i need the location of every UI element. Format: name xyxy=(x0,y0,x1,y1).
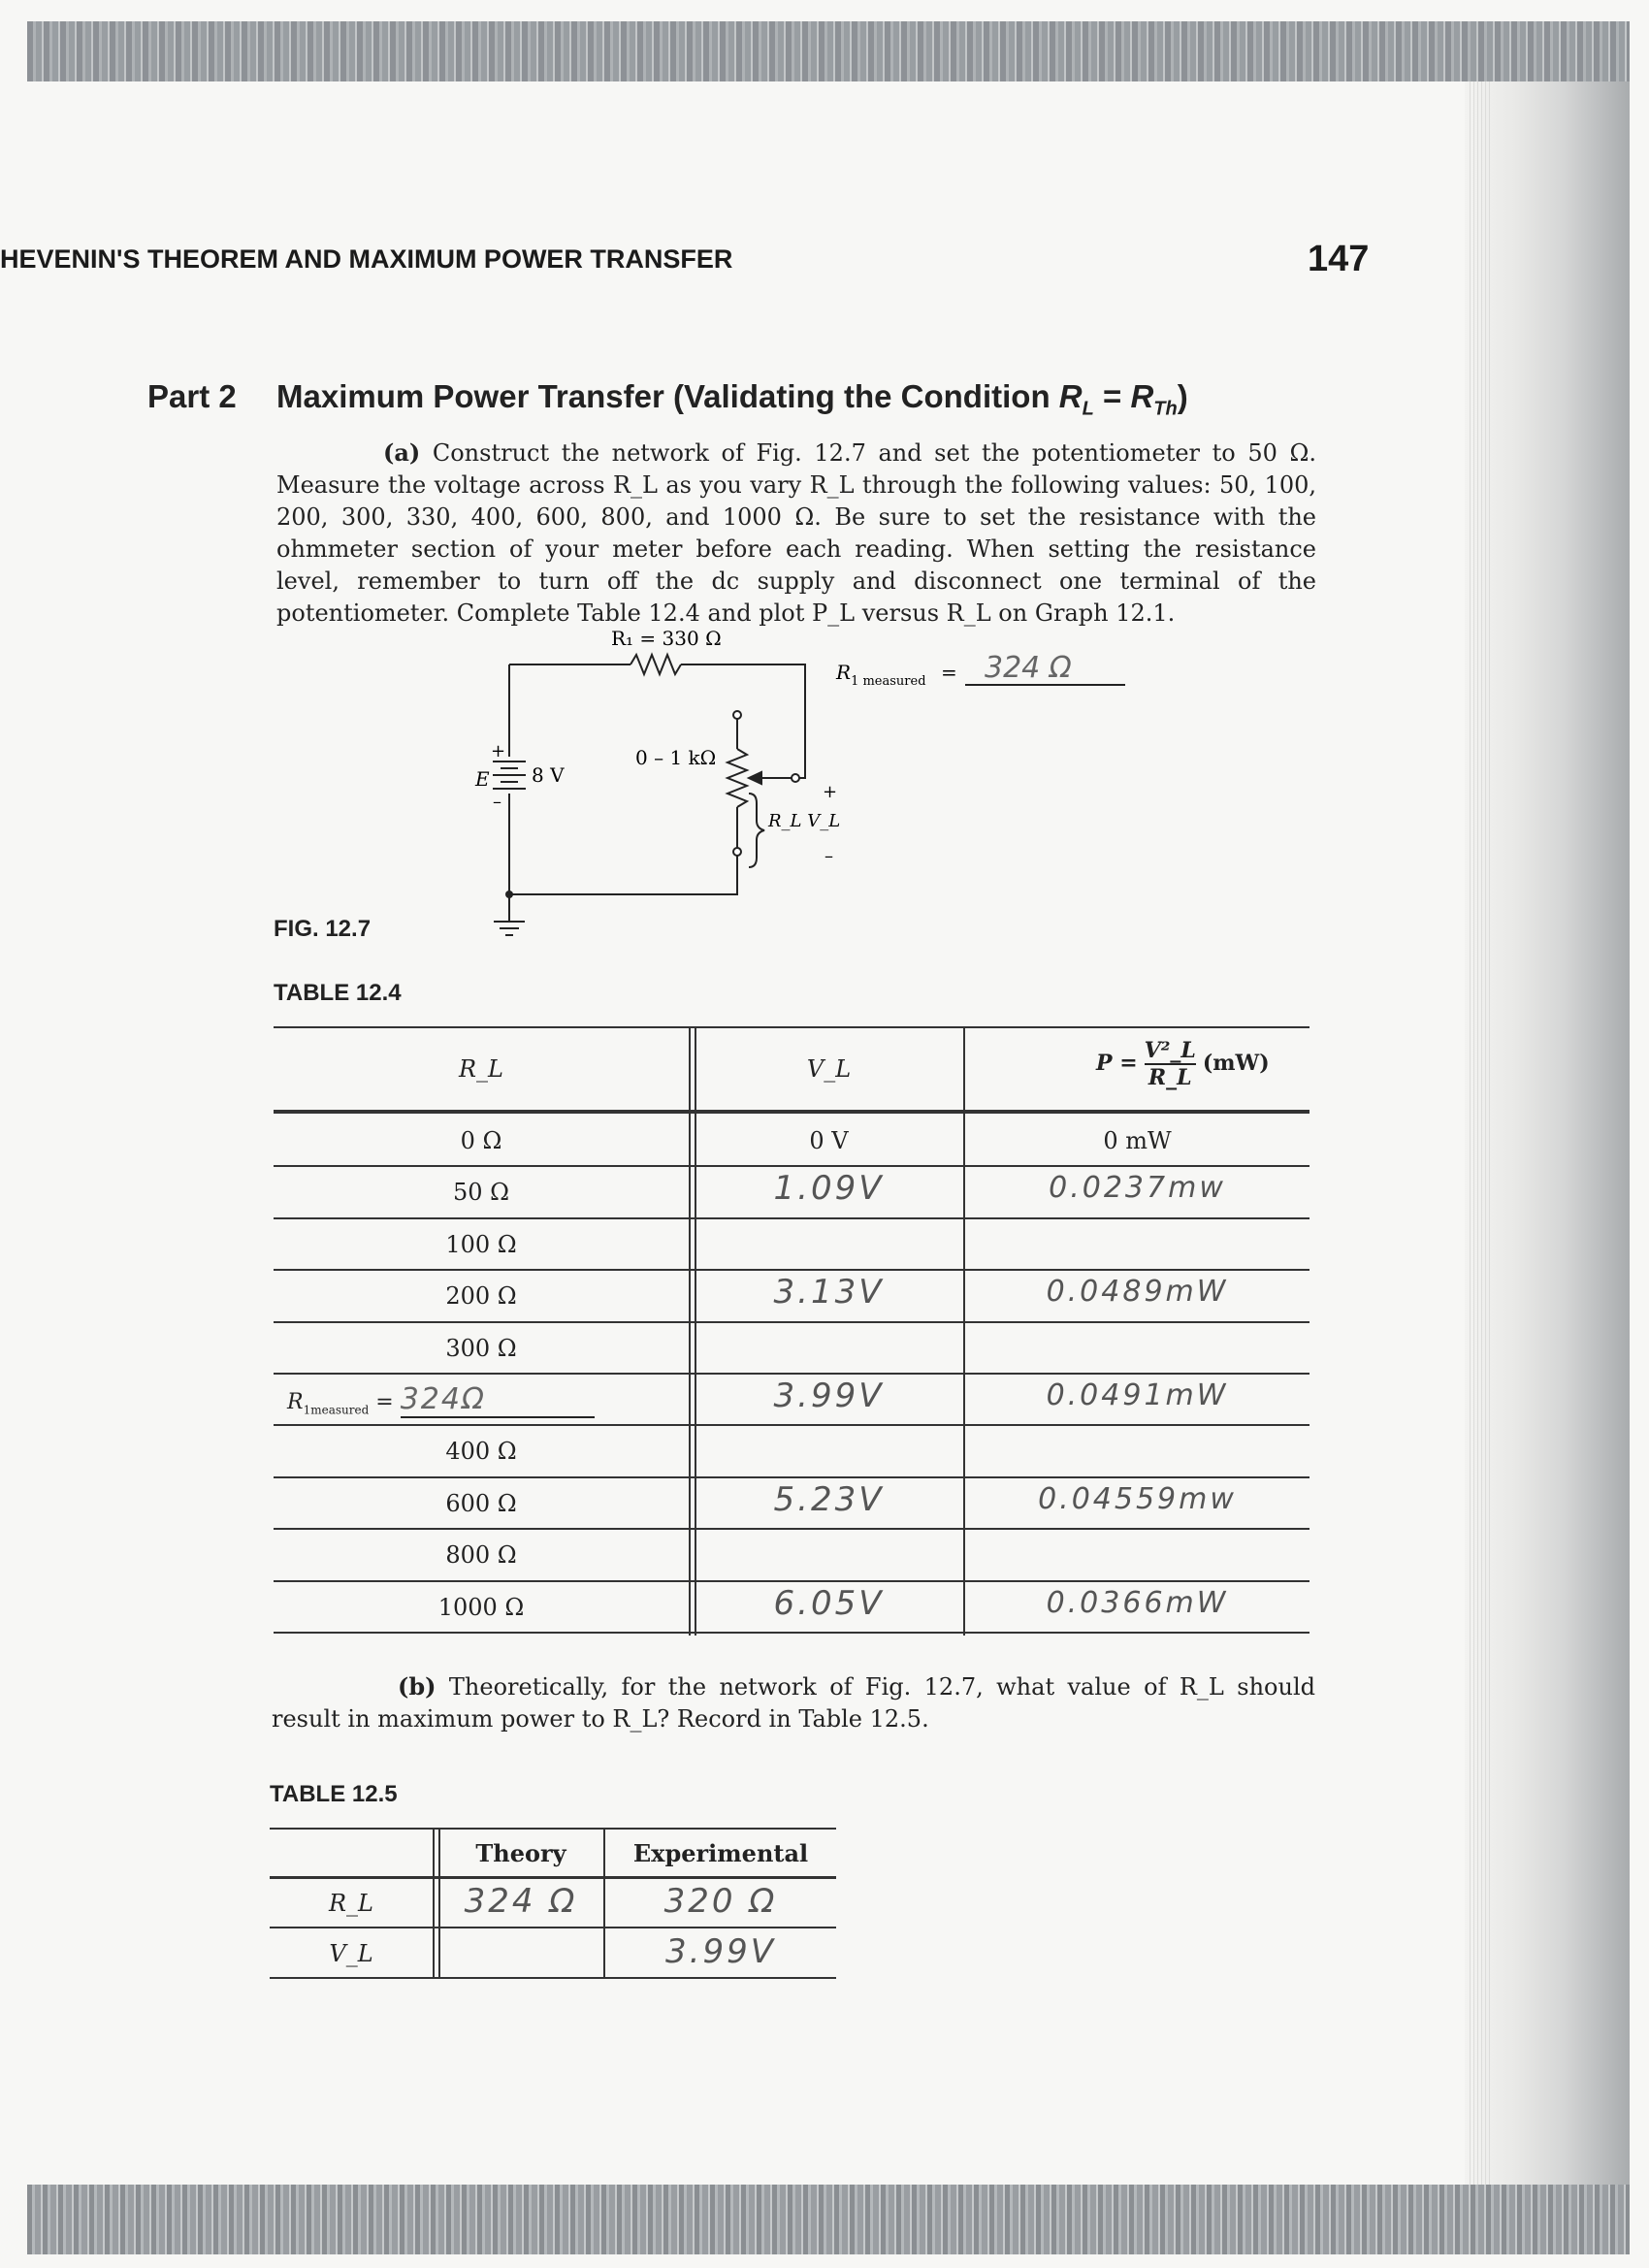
t5-header-experimental: Experimental xyxy=(632,1839,809,1867)
t4-row-rule xyxy=(274,1321,1310,1323)
t4-cell-vl: 5.23V xyxy=(773,1479,885,1519)
t5-bottom-rule xyxy=(270,1977,836,1979)
t4-row-rule xyxy=(274,1165,1310,1167)
t4-cell-vl: 3.13V xyxy=(773,1273,885,1312)
t4-row-rule xyxy=(274,1424,1310,1426)
t5-top-rule xyxy=(270,1828,836,1830)
t4-cell-rl: 1000 Ω xyxy=(437,1593,525,1621)
t5-row-label: R_L xyxy=(328,1890,373,1917)
terminal-wiper xyxy=(792,774,799,782)
t4-r1-measured-cell: $R_{1measured} = 324\Omega$ xyxy=(287,1382,595,1418)
t4-header-rule xyxy=(274,1110,1310,1114)
part-title: Maximum Power Transfer (Validating the Condition $R_L = R_{Th}$) xyxy=(276,378,1188,420)
t4-vline-1b xyxy=(695,1026,696,1636)
table-12-4-caption: TABLE 12.4 xyxy=(274,980,402,1006)
page-number: 147 xyxy=(1308,239,1370,279)
pot-zigzag xyxy=(728,749,747,807)
t4-cell-power: 0.0237mw xyxy=(1049,1171,1226,1206)
t4-vline-1 xyxy=(689,1026,691,1636)
node-bottom-left xyxy=(505,891,513,898)
t5-experimental-rl: 320 Ω xyxy=(663,1882,778,1921)
load-label: R_L V_L xyxy=(768,811,841,831)
load-plus: + xyxy=(823,782,838,802)
source-letter: E xyxy=(475,767,490,791)
t4-bottom-rule xyxy=(274,1632,1310,1634)
t4-cell-rl: 50 Ω xyxy=(452,1179,510,1207)
t4-row-rule xyxy=(274,1476,1310,1478)
t4-cell-vl: 0 V xyxy=(809,1127,849,1154)
t5-experimental-vl: 3.99V xyxy=(665,1932,776,1971)
fig-caption: FIG. 12.7 xyxy=(274,916,372,942)
t4-cell-rl: 200 Ω xyxy=(445,1282,517,1311)
t4-cell-vl: 6.05V xyxy=(773,1583,885,1623)
t4-cell-power: 0 mW xyxy=(1103,1127,1172,1154)
bottom-wire xyxy=(509,849,737,894)
t4-vline-2 xyxy=(963,1026,965,1636)
t5-row-rule xyxy=(270,1927,836,1928)
t5-row-label: V_L xyxy=(329,1940,373,1967)
top-wire-right xyxy=(681,664,805,752)
t4-cell-vl: 1.09V xyxy=(773,1169,885,1209)
part-b-paragraph: (b) Theoretically, for the network of Fig. 12.7, what value of R_L should result in maximum power to R_L? Record in Table 12.5. xyxy=(272,1672,1315,1733)
t4-cell-rl: 300 Ω xyxy=(445,1334,517,1362)
pot-label: 0 – 1 kΩ xyxy=(635,746,717,769)
t4-header-vl: V_L xyxy=(806,1055,852,1083)
t4-row-rule xyxy=(274,1528,1310,1530)
load-minus: – xyxy=(824,846,833,866)
load-brace xyxy=(749,794,764,867)
source-value: 8 V xyxy=(532,763,565,787)
terminal-bottom xyxy=(733,848,741,856)
pot-wiper-arrow xyxy=(749,772,761,784)
t4-row-rule xyxy=(274,1269,1310,1271)
t4-header-rl: R_L xyxy=(458,1055,503,1083)
r1-resistor-zigzag xyxy=(630,655,681,674)
circuit-figure xyxy=(466,621,1339,951)
t4-cell-power: 0.0366mW xyxy=(1046,1585,1229,1620)
t4-cell-vl: 3.99V xyxy=(773,1377,885,1415)
t4-cell-rl: 600 Ω xyxy=(445,1489,517,1517)
t5-vline-1 xyxy=(433,1828,435,1977)
source-minus: – xyxy=(493,792,501,812)
book-page-edge-lines xyxy=(1470,81,1491,2185)
t5-header-rule xyxy=(270,1876,836,1879)
source-plus: + xyxy=(491,741,506,761)
scan-border-top xyxy=(27,21,1630,81)
r1-measured-label: $R_{1 measured}$ xyxy=(836,661,926,689)
t4-cell-power: 0.0491mW xyxy=(1046,1378,1229,1412)
terminal-top xyxy=(733,711,741,719)
part-label: Part 2 xyxy=(147,378,237,414)
t4-cell-rl: 400 Ω xyxy=(445,1438,517,1466)
t4-row-rule xyxy=(274,1217,1310,1219)
r1-measured-eq: = xyxy=(941,661,957,684)
r1-label: R₁ = 330 Ω xyxy=(611,627,722,650)
r1-measured-value: 324 Ω xyxy=(985,651,1072,685)
table-12-5-caption: TABLE 12.5 xyxy=(270,1781,398,1807)
t4-cell-power: 0.04559mw xyxy=(1038,1481,1237,1516)
t4-cell-rl: 100 Ω xyxy=(445,1230,517,1258)
t4-cell-rl: 0 Ω xyxy=(460,1127,502,1154)
scan-border-bottom xyxy=(27,2185,1630,2254)
running-header: HEVENIN'S THEOREM AND MAXIMUM POWER TRANSFER xyxy=(0,244,733,274)
t4-cell-power: 0.0489mW xyxy=(1046,1275,1229,1310)
t4-top-rule xyxy=(274,1026,1310,1028)
t4-row-rule xyxy=(274,1580,1310,1582)
t5-header-theory: Theory xyxy=(475,1839,566,1867)
t4-row-rule xyxy=(274,1373,1310,1375)
t4-cell-rl: 800 Ω xyxy=(445,1541,517,1570)
t4-header-power: P = $\frac{\text{V²\_L}}{R\_L}$ (mW) xyxy=(1096,1038,1270,1090)
t5-theory-rl: 324 Ω xyxy=(464,1882,578,1921)
part-a-paragraph: (a) Construct the network of Fig. 12.7 and set the potentiometer to 50 Ω. Measure the voltage across R_L as you vary R_L through the following values: 50, 100, 200, 300, 330, 400, 600, 800, and 1000 Ω. Be sure to set the resistance with the ohmmeter section of your meter before each reading. When setting the resistance level, remember to turn off the dc supply and disconnect one terminal of the potentiometer. Complete Table 12.4 and plot P_L versus R_L on Graph 12.1. xyxy=(276,438,1316,627)
